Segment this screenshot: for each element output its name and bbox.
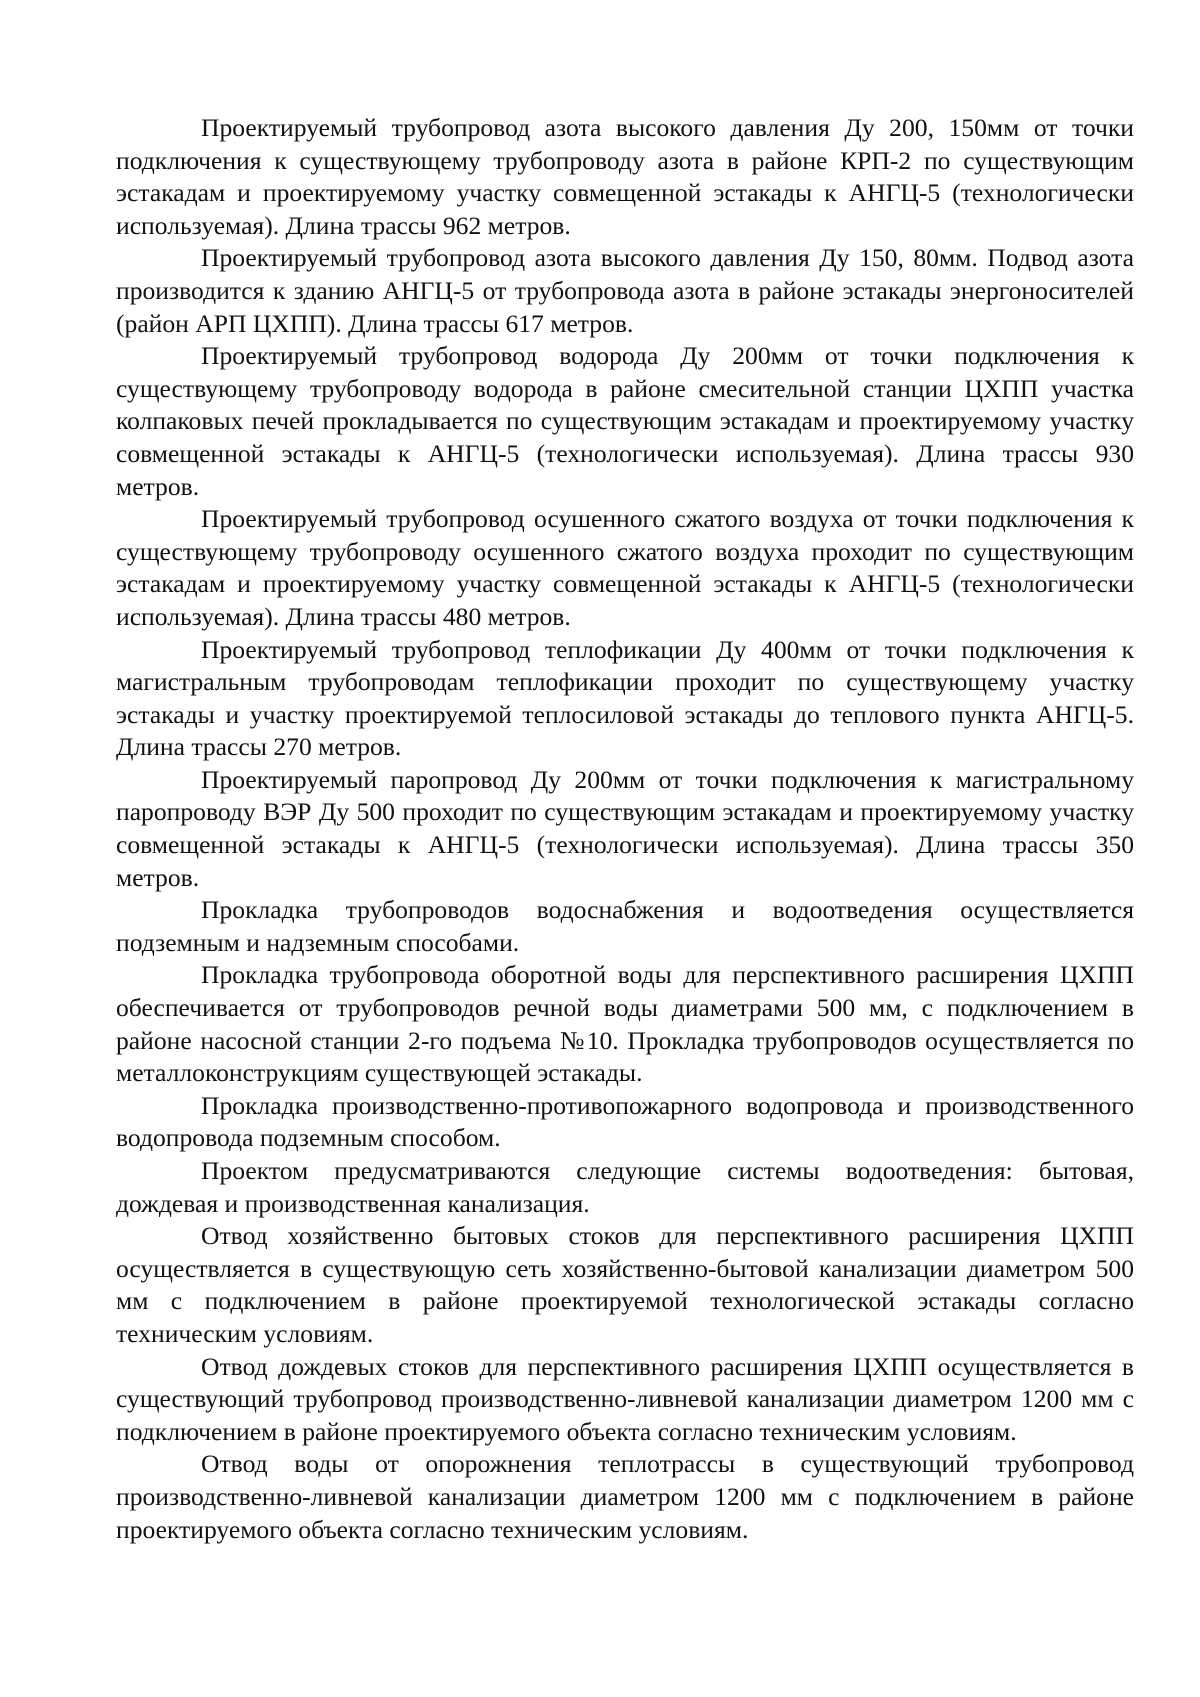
document-page bbox=[116, 112, 1134, 1546]
paragraph-drainage-systems: Проектом предусматриваются следующие системы водоотведения: бытовая, дождевая и производственная канализация. bbox=[116, 1156, 1134, 1218]
paragraph-recycled-water: Прокладка трубопровода оборотной воды для перспективного расширения ЦХПП обеспечивается от трубопроводов речной воды диаметрами 500 мм, с подключением в районе насосной станции 2-го подъема №10. Прокладка трубопроводов осуществляется по металлоконструкциям существующей эстакады. bbox=[116, 960, 1134, 1088]
paragraph-dry-air-line: Проектируемый трубопровод осушенного сжатого воздуха от точки подключения к существующему трубопроводу осушенного сжатого воздуха проходит по существующим эстакадам и проектируемому участку совмещенной эстакады к АНГЦ-5 (технологически используемая). Длина трассы 480 метров. bbox=[116, 504, 1134, 631]
paragraph-domestic-sewage: Отвод хозяйственно бытовых стоков для перспективного расширения ЦХПП осуществляется в существующую сеть хозяйственно-бытовой канализации диаметром 500 мм с подключением в районе проектируемой технологической эстакады согласно техническим условиям. bbox=[116, 1221, 1134, 1348]
paragraph-hydrogen-line: Проектируемый трубопровод водорода Ду 200мм от точки подключения к существующему трубопроводу водорода в районе смесительной станции ЦХПП участка колпаковых печей прокладывается по существующим эстакадам и проектируемому участку совмещенной эстакады к АНГЦ-5 (технологически используемая). Длина трассы 930 метров. bbox=[116, 341, 1134, 501]
paragraph-water-pipelines: Прокладка трубопроводов водоснабжения и водоотведения осуществляется подземным и надземным способами. bbox=[116, 895, 1134, 957]
paragraph-nitrogen-line-2: Проектируемый трубопровод азота высокого давления Ду 150, 80мм. Подвод азота производится к зданию АНГЦ-5 от трубопровода азота в районе эстакады энергоносителей (район АРП ЦХПП). Длина трассы 617 метров. bbox=[116, 243, 1134, 338]
paragraph-rain-sewage: Отвод дождевых стоков для перспективного расширения ЦХПП осуществляется в существующий трубопровод производственно-ливневой канализации диаметром 1200 мм с подключением в районе проектируемого объекта согласно техническим условиям. bbox=[116, 1351, 1134, 1446]
paragraph-fire-water: Прокладка производственно-противопожарного водопровода и производственного водопровода подземным способом. bbox=[116, 1090, 1134, 1153]
paragraph-nitrogen-line-1: Проектируемый трубопровод азота высокого давления Ду 200, 150мм от точки подключения к существующему трубопроводу азота в районе КРП-2 по существующим эстакадам и проектируемому участку совмещенной эстакады к АНГЦ-5 (технологически используемая). Длина трассы 962 метров. bbox=[116, 113, 1134, 240]
paragraph-heating-drain: Отвод воды от опорожнения теплотрассы в существующий трубопровод производственно-ливневой канализации диаметром 1200 мм с подключением в районе проектируемого объекта согласно техническим условиям. bbox=[116, 1449, 1134, 1544]
paragraph-heating-line: Проектируемый трубопровод теплофикации Ду 400мм от точки подключения к магистральным трубопроводам теплофикации проходит по существующему участку эстакады и участку проектируемой теплосиловой эстакады до теплового пункта АНГЦ-5. Длина трассы 270 метров. bbox=[116, 634, 1134, 762]
paragraph-steam-line: Проектируемый паропровод Ду 200мм от точки подключения к магистральному паропроводу ВЭР Ду 500 проходит по существующим эстакадам и проектируемому участку совмещенной эстакады к АНГЦ-5 (технологически используемая). Длина трассы 350 метров. bbox=[116, 764, 1134, 892]
